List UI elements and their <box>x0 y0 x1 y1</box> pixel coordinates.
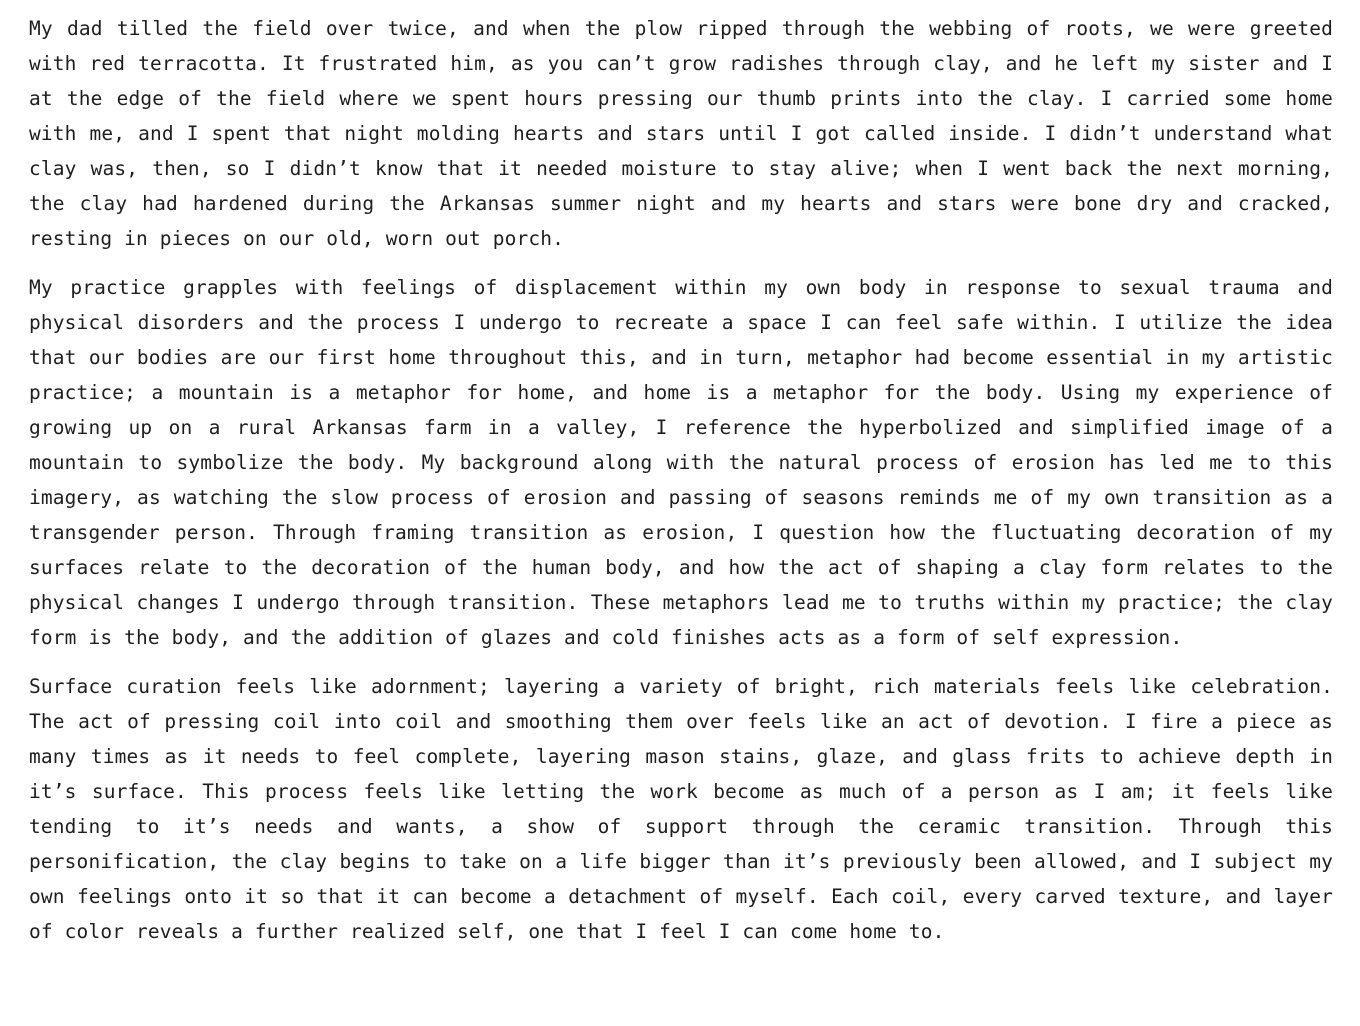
paragraph-surface-curation: Surface curation feels like adornment; layering a variety of bright, rich materials feels like celebration. The act of pressing coil into coil and smoothing them over feels like an act of devotion. I fire a piece as many times as it needs to feel complete, layering mason stains, glaze, and glass frits to achieve depth in it’s surface. This process feels like letting the work become as much of a person as I am; it feels like tending to it’s needs and wants, a show of support through the ceramic transition. Through this personification, the clay begins to take on a life bigger than it’s previously been allowed, and I subject my own feelings onto it so that it can become a detachment of myself. Each coil, every carved texture, and layer of color reveals a further realized self, one that I feel I can come home to. <box>29 675 1333 943</box>
paragraph-practice-metaphor: My practice grapples with feelings of displacement within my own body in response to sexual trauma and physical disorders and the process I undergo to recreate a space I can feel safe within. I utilize the idea that our bodies are our first home throughout this, and in turn, metaphor had become essential in my artistic practice; a mountain is a metaphor for home, and home is a metaphor for the body. Using my experience of growing up on a rural Arkansas farm in a valley, I reference the hyperbolized and simplified image of a mountain to symbolize the body. My background along with the natural process of erosion has led me to this imagery, as watching the slow process of erosion and passing of seasons reminds me of my own transition as a transgender person. Through framing transition as erosion, I question how the fluctuating decoration of my surfaces relate to the decoration of the human body, and how the act of shaping a clay form relates to the physical changes I undergo through transition. These metaphors lead me to truths within my practice; the clay form is the body, and the addition of glazes and cold finishes acts as a form of self expression. <box>29 276 1333 649</box>
paragraph-childhood-clay: My dad tilled the field over twice, and when the plow ripped through the webbing of roots, we were greeted with red terracotta. It frustrated him, as you can’t grow radishes through clay, and he left my sister and I at the edge of the field where we spent hours pressing our thumb prints into the clay. I carried some home with me, and I spent that night molding hearts and stars until I got called inside. I didn’t understand what clay was, then, so I didn’t know that it needed moisture to stay alive; when I went back the next morning, the clay had hardened during the Arkansas summer night and my hearts and stars were bone dry and cracked, resting in pieces on our old, worn out porch. <box>29 17 1333 250</box>
